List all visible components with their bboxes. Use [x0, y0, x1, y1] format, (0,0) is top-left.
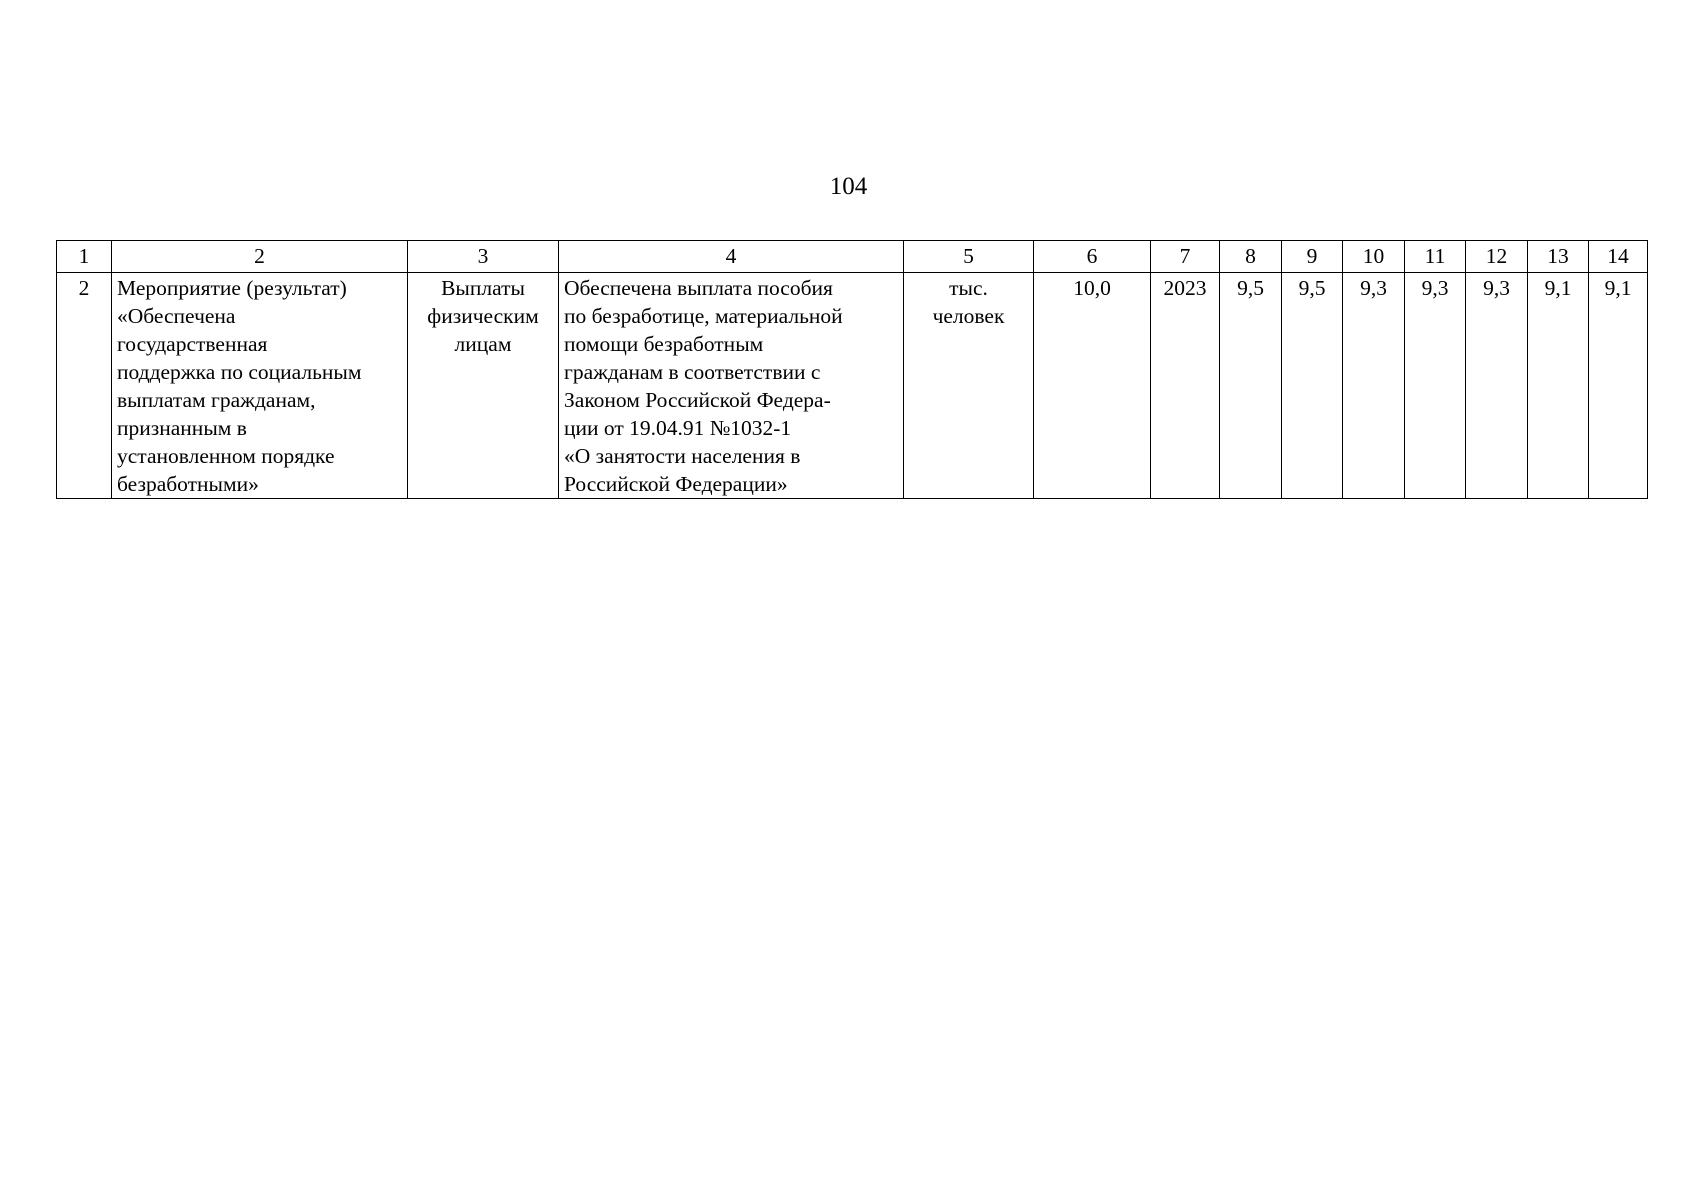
payment-type-cell: Выплаты физическим лицам: [408, 273, 559, 499]
value-cell-9: 9,5: [1282, 273, 1343, 499]
description-cell: Обеспечена выплата пособия по безработице, материальной помощи безработным гражданам в соответствии с Законом Российской Федера- ции от 19.04.91 №1032-1 «О занятости населения в Российской Федерации»: [559, 273, 904, 499]
value-cell-6: 10,0: [1034, 273, 1151, 499]
header-col-14: 14: [1589, 241, 1648, 273]
value-cell-14: 9,1: [1589, 273, 1648, 499]
header-col-12: 12: [1466, 241, 1528, 273]
value-cell-12: 9,3: [1466, 273, 1528, 499]
row-number-cell: 2: [57, 273, 112, 499]
header-col-4: 4: [559, 241, 904, 273]
data-table: [56, 240, 1648, 499]
header-col-11: 11: [1405, 241, 1466, 273]
header-col-6: 6: [1034, 241, 1151, 273]
unit-cell: тыс. человек: [904, 273, 1034, 499]
value-cell-13: 9,1: [1528, 273, 1589, 499]
page-number: 104: [829, 173, 868, 200]
year-cell: 2023: [1151, 273, 1220, 499]
header-col-8: 8: [1220, 241, 1282, 273]
activity-name-cell: Мероприятие (результат) «Обеспечена государственная поддержка по социальным выплатам гражданам, признанным в установленном порядке безработными»: [112, 273, 408, 499]
value-cell-11: 9,3: [1405, 273, 1466, 499]
header-row: [57, 241, 1648, 273]
header-col-3: 3: [408, 241, 559, 273]
header-col-10: 10: [1343, 241, 1405, 273]
header-col-2: 2: [112, 241, 408, 273]
header-col-1: 1: [57, 241, 112, 273]
header-col-9: 9: [1282, 241, 1343, 273]
value-cell-10: 9,3: [1343, 273, 1405, 499]
table-row: [57, 273, 1648, 499]
header-col-7: 7: [1151, 241, 1220, 273]
header-col-13: 13: [1528, 241, 1589, 273]
value-cell-8: 9,5: [1220, 273, 1282, 499]
header-col-5: 5: [904, 241, 1034, 273]
